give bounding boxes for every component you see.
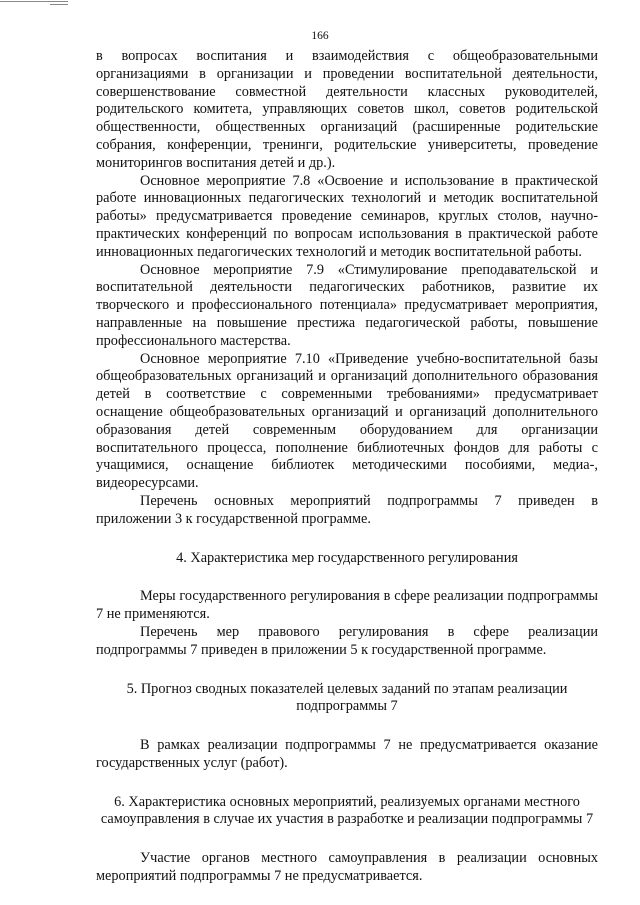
- paragraph-measures-list: Перечень основных мероприятий подпрограммы 7 приведен в приложении 3 к государственной программе.: [96, 492, 598, 527]
- section-6-paragraph-1: Участие органов местного самоуправления в реализации основных мероприятий подпрограммы 7 не предусматривается.: [96, 850, 598, 885]
- section-4-heading: 4. Характеристика мер государственного регулирования: [176, 549, 518, 566]
- scan-edge-line: [0, 1, 68, 2]
- section-5-heading-line-2: подпрограммы 7: [296, 698, 398, 715]
- paragraph-education-interaction: в вопросах воспитания и взаимодействия с общеобразовательными организациями в организации и проведении воспитательной деятельности, совершенствование совместной деятельности классных руководителей, родительского комитета, управляющих советов школ, советов родительской общественности, общественных организаций (расширенные родительские собрания, конференции, тренинги, родительские университеты, проведение мониторингов воспитания детей и др.).: [96, 48, 598, 171]
- section-4-paragraph-1: Меры государственного регулирования в сфере реализации подпрограммы 7 не применяются.: [96, 588, 598, 623]
- section-5-heading-line-1: 5. Прогноз сводных показателей целевых заданий по этапам реализации: [126, 680, 568, 697]
- scan-edge-marks: [0, 0, 640, 8]
- document-body: [96, 48, 598, 886]
- paragraph-measure-7-8: Основное мероприятие 7.8 «Освоение и использование в практической работе инновационных педагогических технологий и методик воспитательной работы» предусматривается проведение семинаров, круглых столов, научно-практических конференций по вопросам использования в практической работе инновационных педагогических технологий и методик воспитательной работы.: [96, 172, 598, 260]
- paragraph-measure-7-10: Основное мероприятие 7.10 «Приведение учебно-воспитательной базы общеобразовательных организаций и организаций дополнительного образования детей в соответствие с современными требованиями» предусматривает оснащение общеобразовательных организаций и организаций дополнительного образования детей современным оборудованием для организации воспитательного процесса, пополнение библиотечных фондов для работы с учащимися, оснащение библиотек методическими пособиями, медиа-, видеоресурсами.: [96, 350, 598, 492]
- section-5-paragraph-1: В рамках реализации подпрограммы 7 не предусматривается оказание государственных услуг (работ).: [96, 737, 598, 771]
- page-number: 166: [311, 30, 329, 42]
- section-6-heading-line-2: самоуправления в случае их участия в разработке и реализации подпрограммы 7: [100, 811, 594, 828]
- section-4-paragraph-2: Перечень мер правового регулирования в сфере реализации подпрограммы 7 приведен в приложении 5 к государственной программе.: [96, 623, 598, 658]
- paragraph-measure-7-9: Основное мероприятие 7.9 «Стимулирование преподавательской и воспитательной деятельности педагогических работников, развитие их творческого и профессионального потенциала» предусматривает мероприятия, направленные на повышение престижа педагогической работы, повышение профессионального мастерства.: [96, 261, 598, 349]
- scan-edge-line: [50, 4, 68, 5]
- section-6-heading-line-1: 6. Характеристика основных мероприятий, реализуемых органами местного: [114, 793, 580, 810]
